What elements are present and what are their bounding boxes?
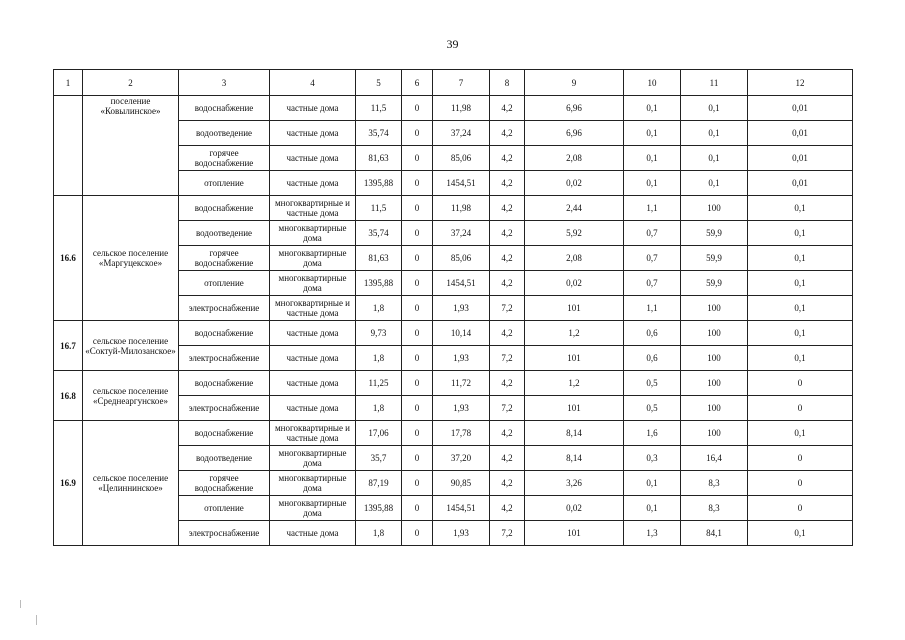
header-row bbox=[54, 70, 853, 96]
cell-c9: 2,08 bbox=[525, 146, 624, 171]
cell-c5: 1395,88 bbox=[356, 271, 402, 296]
cell-c10: 0,1 bbox=[624, 96, 681, 121]
cell-c8: 4,2 bbox=[490, 446, 525, 471]
cell-c9: 101 bbox=[525, 396, 624, 421]
cell-c5: 81,63 bbox=[356, 146, 402, 171]
cell-c5: 1,8 bbox=[356, 296, 402, 321]
cell-c10: 0,3 bbox=[624, 446, 681, 471]
cell-c11: 0,1 bbox=[681, 171, 748, 196]
cell-c7: 11,72 bbox=[433, 371, 490, 396]
cell-c4: многоквартирные дома bbox=[270, 496, 356, 521]
cell-c10: 0,7 bbox=[624, 271, 681, 296]
cell-c3: водоснабжение bbox=[179, 96, 270, 121]
cell-c10: 1,6 bbox=[624, 421, 681, 446]
cell-c3: электроснабжение bbox=[179, 396, 270, 421]
cell-c6: 0 bbox=[402, 371, 433, 396]
col-header-11: 11 bbox=[681, 70, 748, 96]
cell-c6: 0 bbox=[402, 321, 433, 346]
col-header-4: 4 bbox=[270, 70, 356, 96]
cell-c7: 17,78 bbox=[433, 421, 490, 446]
cell-c10: 0,1 bbox=[624, 496, 681, 521]
cell-c7: 1,93 bbox=[433, 521, 490, 546]
cell-c12: 0 bbox=[748, 446, 853, 471]
col-header-7: 7 bbox=[433, 70, 490, 96]
row-number: 16.8 bbox=[54, 371, 83, 421]
cell-c6: 0 bbox=[402, 271, 433, 296]
cell-c12: 0,1 bbox=[748, 296, 853, 321]
cell-c5: 1,8 bbox=[356, 396, 402, 421]
cell-c3: электроснабжение bbox=[179, 521, 270, 546]
cell-c3: водоотведение bbox=[179, 121, 270, 146]
cell-c5: 11,5 bbox=[356, 196, 402, 221]
cell-c3: водоотведение bbox=[179, 446, 270, 471]
cell-c7: 1,93 bbox=[433, 396, 490, 421]
cell-c11: 100 bbox=[681, 346, 748, 371]
cell-c9: 101 bbox=[525, 296, 624, 321]
cell-c7: 37,24 bbox=[433, 121, 490, 146]
cell-c6: 0 bbox=[402, 296, 433, 321]
cell-c4: многоквартирные и частные дома bbox=[270, 196, 356, 221]
cell-c3: электроснабжение bbox=[179, 346, 270, 371]
cell-c11: 8,3 bbox=[681, 471, 748, 496]
cell-c6: 0 bbox=[402, 446, 433, 471]
cell-c5: 87,19 bbox=[356, 471, 402, 496]
cell-c4: частные дома bbox=[270, 121, 356, 146]
cell-c11: 100 bbox=[681, 396, 748, 421]
cell-c6: 0 bbox=[402, 196, 433, 221]
cell-c6: 0 bbox=[402, 346, 433, 371]
cell-c7: 1454,51 bbox=[433, 271, 490, 296]
cell-c11: 100 bbox=[681, 371, 748, 396]
cell-c8: 4,2 bbox=[490, 496, 525, 521]
cell-c5: 1,8 bbox=[356, 346, 402, 371]
cell-c4: частные дома bbox=[270, 396, 356, 421]
table-row bbox=[54, 196, 853, 221]
cell-c9: 2,08 bbox=[525, 246, 624, 271]
cell-c8: 4,2 bbox=[490, 321, 525, 346]
cell-c11: 0,1 bbox=[681, 121, 748, 146]
cell-c12: 0 bbox=[748, 396, 853, 421]
scan-mark bbox=[20, 600, 21, 608]
cell-c11: 59,9 bbox=[681, 271, 748, 296]
cell-c12: 0,1 bbox=[748, 421, 853, 446]
cell-c9: 6,96 bbox=[525, 121, 624, 146]
cell-c10: 0,7 bbox=[624, 246, 681, 271]
tariff-table bbox=[53, 69, 853, 546]
cell-c11: 59,9 bbox=[681, 246, 748, 271]
cell-c3: водоснабжение bbox=[179, 196, 270, 221]
cell-c8: 4,2 bbox=[490, 121, 525, 146]
cell-c11: 59,9 bbox=[681, 221, 748, 246]
cell-c12: 0,01 bbox=[748, 121, 853, 146]
table-body bbox=[54, 70, 853, 546]
cell-c4: многоквартирные дома bbox=[270, 246, 356, 271]
cell-c5: 17,06 bbox=[356, 421, 402, 446]
cell-c10: 0,5 bbox=[624, 371, 681, 396]
cell-c9: 8,14 bbox=[525, 421, 624, 446]
cell-c6: 0 bbox=[402, 146, 433, 171]
cell-c12: 0,1 bbox=[748, 346, 853, 371]
cell-c8: 4,2 bbox=[490, 271, 525, 296]
cell-c6: 0 bbox=[402, 471, 433, 496]
cell-c11: 100 bbox=[681, 296, 748, 321]
cell-c9: 8,14 bbox=[525, 446, 624, 471]
cell-c3: электроснабжение bbox=[179, 296, 270, 321]
cell-c12: 0,1 bbox=[748, 521, 853, 546]
cell-c11: 0,1 bbox=[681, 146, 748, 171]
cell-c10: 1,3 bbox=[624, 521, 681, 546]
cell-c5: 81,63 bbox=[356, 246, 402, 271]
cell-c4: частные дома bbox=[270, 371, 356, 396]
table-row bbox=[54, 96, 853, 121]
cell-c6: 0 bbox=[402, 221, 433, 246]
settlement-name: сельское поселение «Маргуцекское» bbox=[83, 196, 179, 321]
cell-c6: 0 bbox=[402, 396, 433, 421]
cell-c9: 1,2 bbox=[525, 321, 624, 346]
settlement-name: сельское поселение «Среднеаргунское» bbox=[83, 371, 179, 421]
cell-c8: 4,2 bbox=[490, 371, 525, 396]
cell-c7: 85,06 bbox=[433, 146, 490, 171]
settlement-name: сельское поселение «Соктуй-Милозанское» bbox=[83, 321, 179, 371]
cell-c3: водоснабжение bbox=[179, 371, 270, 396]
cell-c10: 0,7 bbox=[624, 221, 681, 246]
col-header-5: 5 bbox=[356, 70, 402, 96]
cell-c9: 0,02 bbox=[525, 171, 624, 196]
cell-c10: 0,1 bbox=[624, 121, 681, 146]
cell-c9: 0,02 bbox=[525, 271, 624, 296]
settlement-name: поселение «Ковылинское» bbox=[83, 96, 179, 196]
cell-c8: 4,2 bbox=[490, 171, 525, 196]
cell-c12: 0,01 bbox=[748, 171, 853, 196]
cell-c7: 85,06 bbox=[433, 246, 490, 271]
cell-c6: 0 bbox=[402, 521, 433, 546]
cell-c9: 2,44 bbox=[525, 196, 624, 221]
cell-c10: 0,1 bbox=[624, 171, 681, 196]
cell-c12: 0,1 bbox=[748, 221, 853, 246]
col-header-8: 8 bbox=[490, 70, 525, 96]
cell-c4: частные дома bbox=[270, 96, 356, 121]
cell-c12: 0,01 bbox=[748, 146, 853, 171]
cell-c5: 11,5 bbox=[356, 96, 402, 121]
scan-mark bbox=[36, 615, 37, 625]
cell-c6: 0 bbox=[402, 96, 433, 121]
cell-c5: 11,25 bbox=[356, 371, 402, 396]
row-number bbox=[54, 96, 83, 196]
cell-c3: отопление bbox=[179, 271, 270, 296]
col-header-3: 3 bbox=[179, 70, 270, 96]
col-header-10: 10 bbox=[624, 70, 681, 96]
cell-c3: отопление bbox=[179, 496, 270, 521]
cell-c3: горячее водоснабжение bbox=[179, 246, 270, 271]
col-header-9: 9 bbox=[525, 70, 624, 96]
cell-c10: 1,1 bbox=[624, 296, 681, 321]
cell-c11: 100 bbox=[681, 196, 748, 221]
cell-c11: 8,3 bbox=[681, 496, 748, 521]
cell-c7: 90,85 bbox=[433, 471, 490, 496]
cell-c9: 5,92 bbox=[525, 221, 624, 246]
cell-c6: 0 bbox=[402, 421, 433, 446]
cell-c4: многоквартирные дома bbox=[270, 471, 356, 496]
cell-c3: горячее водоснабжение bbox=[179, 471, 270, 496]
row-number: 16.6 bbox=[54, 196, 83, 321]
cell-c9: 6,96 bbox=[525, 96, 624, 121]
cell-c4: частные дома bbox=[270, 321, 356, 346]
cell-c4: многоквартирные и частные дома bbox=[270, 296, 356, 321]
cell-c8: 4,2 bbox=[490, 196, 525, 221]
cell-c7: 37,24 bbox=[433, 221, 490, 246]
cell-c4: многоквартирные дома bbox=[270, 271, 356, 296]
col-header-12: 12 bbox=[748, 70, 853, 96]
cell-c12: 0,1 bbox=[748, 321, 853, 346]
cell-c8: 7,2 bbox=[490, 346, 525, 371]
cell-c7: 10,14 bbox=[433, 321, 490, 346]
cell-c8: 7,2 bbox=[490, 396, 525, 421]
cell-c8: 4,2 bbox=[490, 96, 525, 121]
cell-c11: 0,1 bbox=[681, 96, 748, 121]
cell-c6: 0 bbox=[402, 246, 433, 271]
cell-c11: 100 bbox=[681, 421, 748, 446]
cell-c12: 0,1 bbox=[748, 271, 853, 296]
cell-c9: 1,2 bbox=[525, 371, 624, 396]
cell-c9: 101 bbox=[525, 346, 624, 371]
cell-c10: 0,1 bbox=[624, 146, 681, 171]
cell-c7: 11,98 bbox=[433, 96, 490, 121]
cell-c10: 0,1 bbox=[624, 471, 681, 496]
cell-c4: частные дома bbox=[270, 146, 356, 171]
cell-c7: 1454,51 bbox=[433, 496, 490, 521]
cell-c8: 4,2 bbox=[490, 246, 525, 271]
cell-c10: 1,1 bbox=[624, 196, 681, 221]
col-header-1: 1 bbox=[54, 70, 83, 96]
cell-c3: водоотведение bbox=[179, 221, 270, 246]
cell-c5: 35,7 bbox=[356, 446, 402, 471]
col-header-6: 6 bbox=[402, 70, 433, 96]
cell-c5: 9,73 bbox=[356, 321, 402, 346]
table-row bbox=[54, 321, 853, 346]
cell-c8: 4,2 bbox=[490, 146, 525, 171]
cell-c4: многоквартирные дома bbox=[270, 221, 356, 246]
cell-c12: 0,1 bbox=[748, 246, 853, 271]
cell-c5: 1395,88 bbox=[356, 171, 402, 196]
cell-c5: 35,74 bbox=[356, 121, 402, 146]
cell-c6: 0 bbox=[402, 496, 433, 521]
settlement-name: сельское поселение «Целиннинское» bbox=[83, 421, 179, 546]
cell-c6: 0 bbox=[402, 171, 433, 196]
cell-c4: частные дома bbox=[270, 171, 356, 196]
cell-c8: 7,2 bbox=[490, 296, 525, 321]
cell-c11: 16,4 bbox=[681, 446, 748, 471]
cell-c8: 4,2 bbox=[490, 471, 525, 496]
cell-c5: 1395,88 bbox=[356, 496, 402, 521]
cell-c12: 0 bbox=[748, 496, 853, 521]
cell-c3: водоснабжение bbox=[179, 421, 270, 446]
row-number: 16.7 bbox=[54, 321, 83, 371]
cell-c7: 1,93 bbox=[433, 296, 490, 321]
col-header-2: 2 bbox=[83, 70, 179, 96]
cell-c9: 3,26 bbox=[525, 471, 624, 496]
cell-c4: многоквартирные дома bbox=[270, 446, 356, 471]
cell-c12: 0 bbox=[748, 471, 853, 496]
cell-c9: 101 bbox=[525, 521, 624, 546]
cell-c3: водоснабжение bbox=[179, 321, 270, 346]
cell-c7: 37,20 bbox=[433, 446, 490, 471]
cell-c10: 0,6 bbox=[624, 321, 681, 346]
cell-c3: горячее водоснабжение bbox=[179, 146, 270, 171]
cell-c7: 1454,51 bbox=[433, 171, 490, 196]
page-number: 39 bbox=[446, 37, 459, 51]
cell-c7: 1,93 bbox=[433, 346, 490, 371]
cell-c10: 0,6 bbox=[624, 346, 681, 371]
cell-c6: 0 bbox=[402, 121, 433, 146]
cell-c4: частные дома bbox=[270, 521, 356, 546]
cell-c7: 11,98 bbox=[433, 196, 490, 221]
cell-c12: 0 bbox=[748, 371, 853, 396]
cell-c11: 100 bbox=[681, 321, 748, 346]
cell-c3: отопление bbox=[179, 171, 270, 196]
cell-c8: 4,2 bbox=[490, 221, 525, 246]
cell-c12: 0,1 bbox=[748, 196, 853, 221]
cell-c4: частные дома bbox=[270, 346, 356, 371]
cell-c5: 1,8 bbox=[356, 521, 402, 546]
cell-c8: 7,2 bbox=[490, 521, 525, 546]
cell-c9: 0,02 bbox=[525, 496, 624, 521]
row-number: 16.9 bbox=[54, 421, 83, 546]
cell-c4: многоквартирные и частные дома bbox=[270, 421, 356, 446]
table-row bbox=[54, 371, 853, 396]
cell-c5: 35,74 bbox=[356, 221, 402, 246]
table-row bbox=[54, 421, 853, 446]
cell-c12: 0,01 bbox=[748, 96, 853, 121]
cell-c10: 0,5 bbox=[624, 396, 681, 421]
cell-c11: 84,1 bbox=[681, 521, 748, 546]
cell-c8: 4,2 bbox=[490, 421, 525, 446]
